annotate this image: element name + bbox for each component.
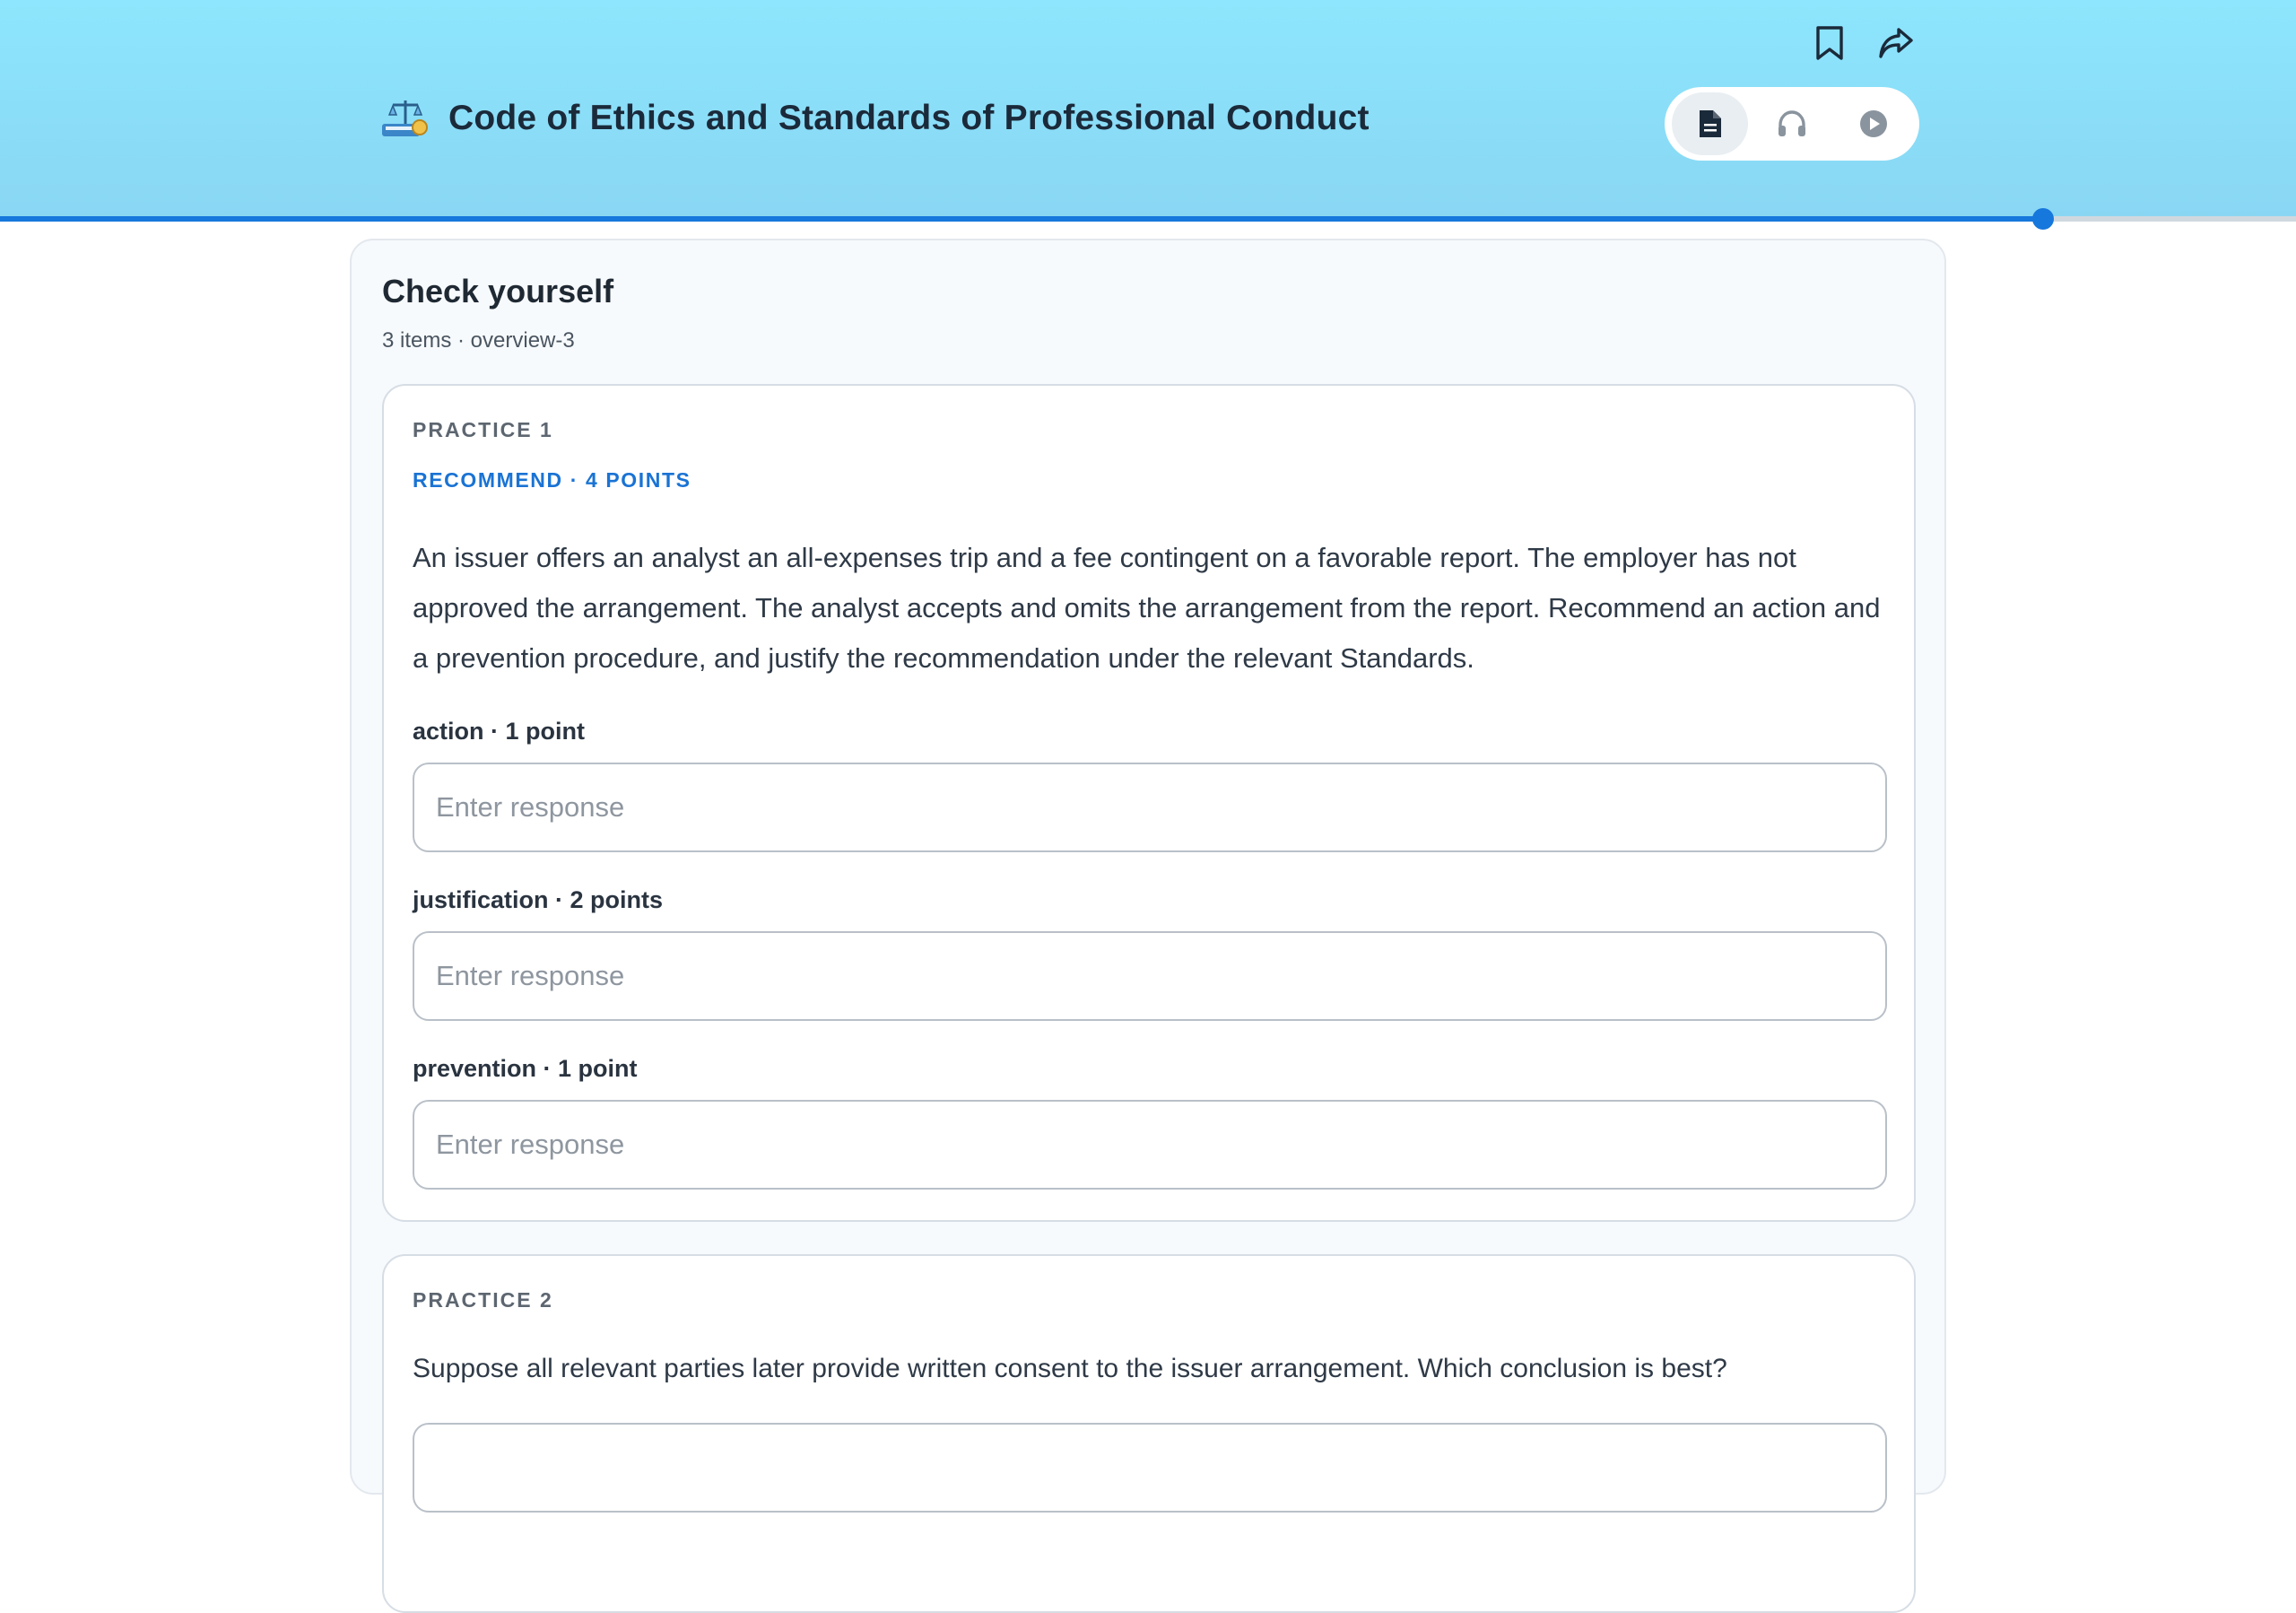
headphones-icon <box>1777 109 1807 138</box>
progress-fill <box>0 216 2043 222</box>
practice-item-2 <box>382 1254 1916 1613</box>
bookmark-icon[interactable] <box>1810 23 1849 63</box>
mode-watch-button[interactable] <box>1836 92 1912 155</box>
practice-item-1 <box>382 384 1916 1222</box>
answer-option[interactable] <box>413 1423 1887 1513</box>
brand <box>380 97 1370 140</box>
document-icon <box>1698 109 1723 139</box>
check-yourself-card <box>350 239 1946 1495</box>
practice-tag: RECOMMEND · 4 POINTS <box>413 468 691 492</box>
field-label-action: action · 1 point <box>413 718 585 745</box>
mode-switch <box>1665 87 1919 161</box>
field-label-prevention: prevention · 1 point <box>413 1055 638 1082</box>
practice-question: Suppose all relevant parties later provide written consent to the issuer arrangement. Which conclusion is best? <box>413 1354 1727 1383</box>
section-meta: 3 items · overview-3 <box>382 328 575 353</box>
scales-book-icon <box>380 97 430 140</box>
practice-label: PRACTICE 2 <box>413 1288 553 1312</box>
header <box>0 0 2296 221</box>
progress-handle[interactable] <box>2032 208 2054 230</box>
section-title: Check yourself <box>382 273 614 310</box>
action-input[interactable] <box>413 763 1887 852</box>
page-title: Code of Ethics and Standards of Professional Conduct <box>448 99 1370 137</box>
practice-question: An issuer offers an analyst an all-expenses trip and a fee contingent on a favorable report. The employer has not approved the arrangement. The analyst accepts and omits the arrangement from the report. Recommend an action and a prevention procedure, and justify the recommendation under the relevant Standards. <box>413 542 1881 674</box>
practice-label: PRACTICE 1 <box>413 418 553 441</box>
field-label-justification: justification · 2 points <box>413 886 664 913</box>
play-icon <box>1859 109 1888 138</box>
share-icon[interactable] <box>1876 23 1916 63</box>
mode-listen-button[interactable] <box>1753 92 1830 155</box>
justification-input[interactable] <box>413 931 1887 1021</box>
progress-bar[interactable] <box>0 216 2296 222</box>
header-actions <box>1810 23 1916 63</box>
prevention-input[interactable] <box>413 1100 1887 1190</box>
mode-read-button[interactable] <box>1672 92 1748 155</box>
